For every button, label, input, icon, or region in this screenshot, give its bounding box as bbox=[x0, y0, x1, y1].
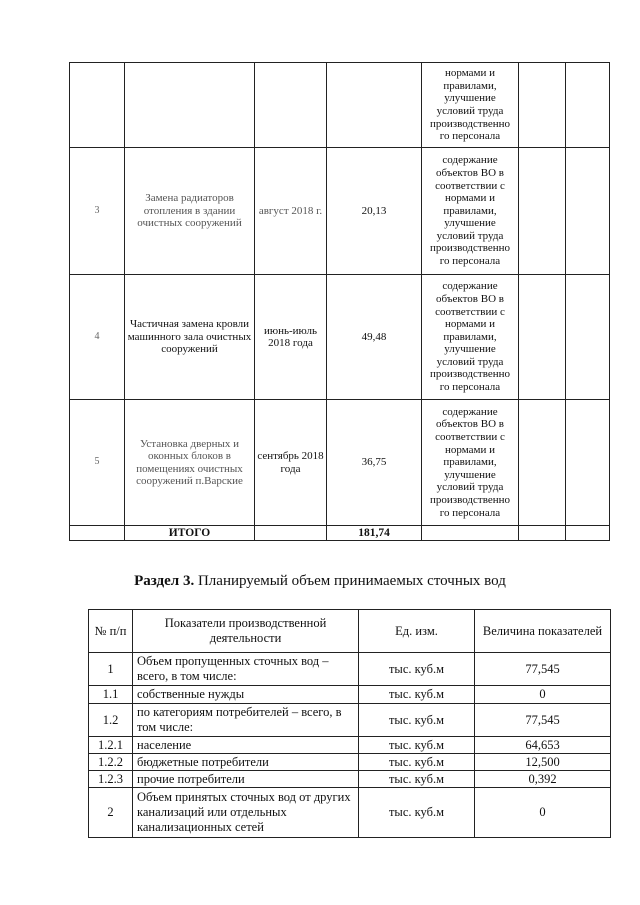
row-number: 1.1 bbox=[89, 686, 133, 704]
value: 0,392 bbox=[475, 771, 611, 788]
unit: тыс. куб.м bbox=[359, 737, 475, 754]
header-unit: Ед. изм. bbox=[359, 610, 475, 653]
value: 64,653 bbox=[475, 737, 611, 754]
unit: тыс. куб.м bbox=[359, 788, 475, 838]
header-number: № п/п bbox=[89, 610, 133, 653]
indicator-name: население bbox=[133, 737, 359, 754]
indicator-name: Объем пропущенных сточных вод – всего, в том числе: bbox=[133, 653, 359, 686]
table-row bbox=[89, 653, 611, 686]
goal-cell: содержание объектов ВО в соответствии с нормами и правилами, улучшение условий труда производственно го персонала bbox=[422, 275, 519, 400]
indicator-name: собственные нужды bbox=[133, 686, 359, 704]
total-label: ИТОГО bbox=[125, 526, 255, 541]
total-row bbox=[70, 526, 610, 541]
goal-cell: нормами и правилами, улучшение условий труда производственно го персонала bbox=[422, 63, 519, 148]
work-period: июнь-июль 2018 года bbox=[255, 275, 327, 400]
indicator-name: бюджетные потребители bbox=[133, 754, 359, 771]
table-row bbox=[70, 400, 610, 526]
table-row bbox=[89, 686, 611, 704]
table-row bbox=[89, 704, 611, 737]
unit: тыс. куб.м bbox=[359, 653, 475, 686]
table-row bbox=[70, 148, 610, 275]
section-number: Раздел 3. bbox=[134, 573, 195, 589]
indicator-name: прочие потребители bbox=[133, 771, 359, 788]
work-amount: 36,75 bbox=[327, 400, 422, 526]
unit: тыс. куб.м bbox=[359, 771, 475, 788]
work-name: Частичная замена кровли машинного зала очистных сооружений bbox=[125, 275, 255, 400]
row-number: 1.2.3 bbox=[89, 771, 133, 788]
header-value: Величина показателей bbox=[475, 610, 611, 653]
table-row bbox=[70, 63, 610, 148]
value: 77,545 bbox=[475, 704, 611, 737]
goal-cell: содержание объектов ВО в соответствии с нормами и правилами, улучшение условий труда производственно го персонала bbox=[422, 400, 519, 526]
table-row bbox=[70, 275, 610, 400]
table-row bbox=[89, 737, 611, 754]
work-amount: 49,48 bbox=[327, 275, 422, 400]
header-indicator: Показатели производственной деятельности bbox=[133, 610, 359, 653]
unit: тыс. куб.м bbox=[359, 704, 475, 737]
value: 0 bbox=[475, 686, 611, 704]
wastewater-table bbox=[88, 609, 611, 838]
row-number: 1.2.2 bbox=[89, 754, 133, 771]
total-amount: 181,74 bbox=[327, 526, 422, 541]
row-number: 5 bbox=[70, 400, 125, 526]
table-row bbox=[89, 754, 611, 771]
row-number: 4 bbox=[70, 275, 125, 400]
table-header-row bbox=[89, 610, 611, 653]
table-row bbox=[89, 771, 611, 788]
indicator-name: Объем принятых сточных вод от других канализаций или отдельных канализационных сетей bbox=[133, 788, 359, 838]
work-amount: 20,13 bbox=[327, 148, 422, 275]
work-period: сентябрь 2018 года bbox=[255, 400, 327, 526]
unit: тыс. куб.м bbox=[359, 754, 475, 771]
row-number: 1.2.1 bbox=[89, 737, 133, 754]
goal-cell: содержание объектов ВО в соответствии с нормами и правилами, улучшение условий труда производственно го персонала bbox=[422, 148, 519, 275]
value: 12,500 bbox=[475, 754, 611, 771]
row-number: 3 bbox=[70, 148, 125, 275]
section-heading bbox=[0, 573, 640, 590]
row-number: 2 bbox=[89, 788, 133, 838]
row-number: 1 bbox=[89, 653, 133, 686]
work-period: август 2018 г. bbox=[255, 148, 327, 275]
work-name: Замена радиаторов отопления в здании очистных сооружений bbox=[125, 148, 255, 275]
table-row bbox=[89, 788, 611, 838]
indicator-name: по категориям потребителей – всего, в том числе: bbox=[133, 704, 359, 737]
unit: тыс. куб.м bbox=[359, 686, 475, 704]
work-name: Установка дверных и оконных блоков в помещениях очистных сооружений п.Варские bbox=[125, 400, 255, 526]
row-number: 1.2 bbox=[89, 704, 133, 737]
value: 0 bbox=[475, 788, 611, 838]
works-table bbox=[69, 62, 610, 541]
value: 77,545 bbox=[475, 653, 611, 686]
section-title: Планируемый объем принимаемых сточных вод bbox=[194, 573, 506, 589]
